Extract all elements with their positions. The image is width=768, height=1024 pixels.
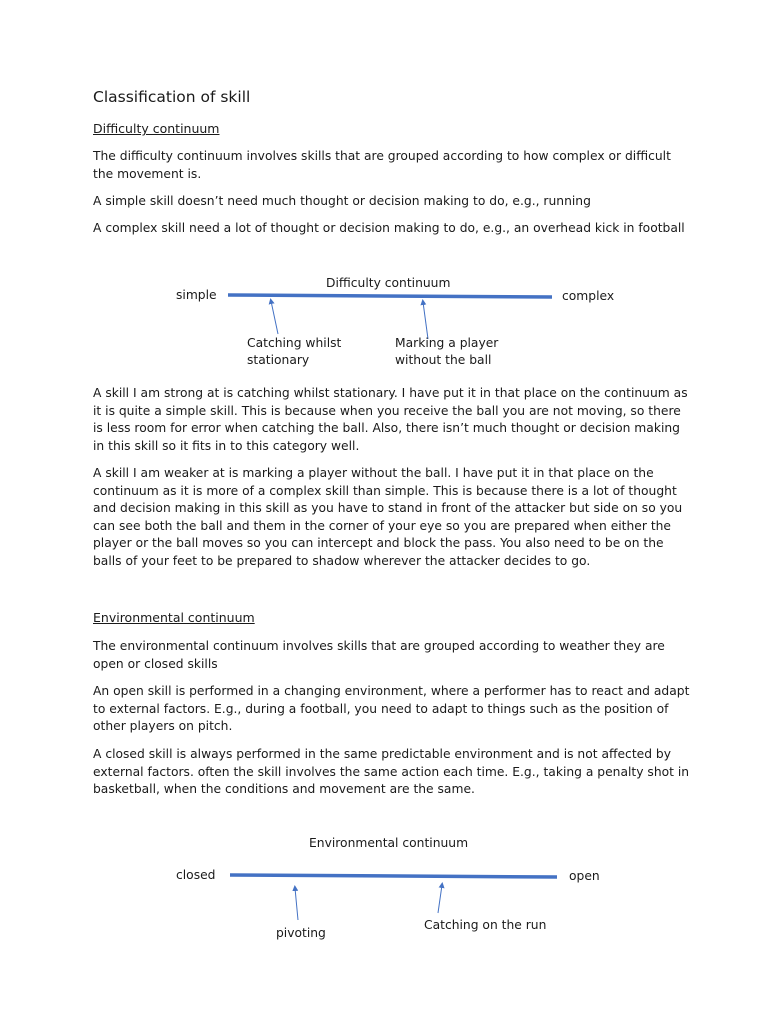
marking-a-player-label: Marking a player: [395, 336, 499, 350]
catching-on-the-run-label: Catching on the run: [424, 918, 547, 932]
difficulty-explanation: A skill I am strong at is catching whilst stationary. I have put it in that place on the continuum as it is quite a simple skill. This is because when you receive the ball you are not moving, so there is less room for error when catching the ball. Also, there isn’t much thought or decision making in this skill so it fits in to this category well.: [93, 386, 688, 453]
pivoting-arrow: [295, 888, 298, 920]
open-label: open: [569, 869, 600, 883]
difficulty-continuum-line: [228, 295, 552, 297]
catching-on-the-run-arrow: [438, 885, 442, 913]
difficulty-explanation: A skill I am weaker at is marking a player without the ball. I have put it in that place on the continuum as it is more of a complex skill than simple. This is because there is a lot of thought and decision making in this skill as you have to stand in front of the attacker but side on so you can see both the ball and them in the corner of your eye so you are prepared when either the player or the ball moves so you can intercept and block the pass. You also need to be on the balls of your feet to be prepared to shadow wherever the attacker decides to go.: [93, 466, 683, 568]
environmental-continuum-line: [230, 875, 557, 877]
environmental-paragraph: An open skill is performed in a changing environment, where a performer has to react and adapt to external factors. E.g., during a football, you need to adapt to things such as the position of other players on pitch.: [93, 684, 690, 734]
difficulty-paragraph: A complex skill need a lot of thought or decision making to do, e.g., an overhead kick in football: [93, 221, 685, 235]
environmental-paragraph: The environmental continuum involves skills that are grouped according to weather they are open or closed skills: [93, 639, 665, 671]
catching-whilst-stationary-label: stationary: [247, 353, 310, 367]
page-title: Classification of skill: [93, 88, 251, 106]
complex-label: complex: [562, 289, 615, 303]
pivoting-label: pivoting: [276, 926, 326, 940]
environmental-paragraph: A closed skill is always performed in the same predictable environment and is not affected by external factors. often the skill involves the same action each time. E.g., taking a penalty shot in basketball, when the conditions and movement are the same.: [93, 747, 690, 797]
difficulty-heading: Difficulty continuum: [93, 121, 220, 136]
difficulty-paragraph: A simple skill doesn’t need much thought or decision making to do, e.g., running: [93, 194, 591, 208]
marking-a-player-label: without the ball: [395, 353, 492, 367]
difficulty-diagram-title: Difficulty continuum: [326, 276, 451, 290]
environmental-heading: Environmental continuum: [93, 610, 255, 625]
catching-whilst-stationary-label: Catching whilst: [247, 336, 342, 350]
difficulty-paragraph: The difficulty continuum involves skills that are grouped according to how complex or difficult the movement is.: [93, 149, 671, 181]
catching-whilst-stationary-arrow: [271, 301, 278, 334]
simple-label: simple: [176, 288, 217, 302]
environmental-diagram-title: Environmental continuum: [309, 836, 469, 850]
marking-a-player-arrow: [423, 302, 428, 339]
closed-label: closed: [176, 868, 216, 882]
